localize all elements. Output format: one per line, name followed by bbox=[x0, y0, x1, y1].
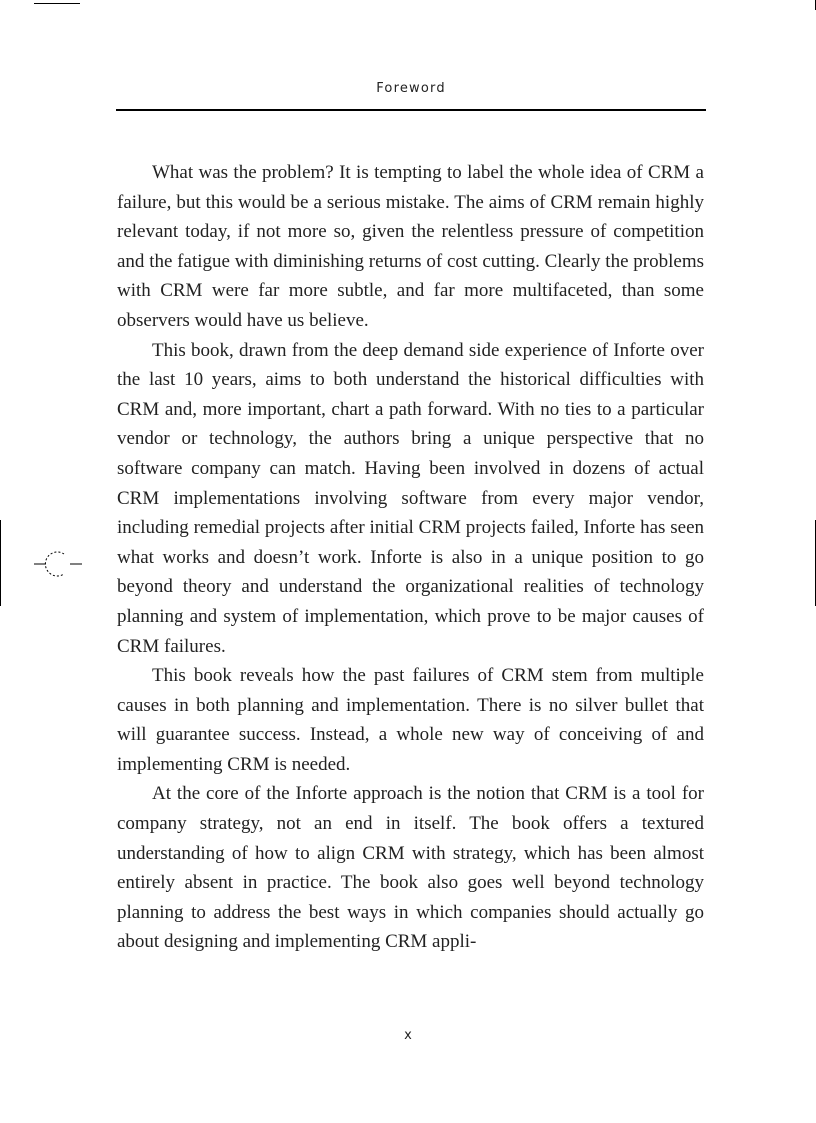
page-number: x bbox=[404, 1028, 412, 1043]
paragraph: What was the problem? It is tempting to label the whole idea of CRM a failure, but this would be a serious mistake. The aims of CRM remain highly relevant today, if not more so, given the relentless pressure of competition and the fatigue with diminishing returns of cost cutting. Clearly the problems with CRM were far more subtle, and far more multifaceted, than some observers would have us believe. bbox=[117, 162, 704, 331]
paragraph: This book, drawn from the deep demand side experience of Inforte over the last 10 years, aims to both understand the historical difficulties with CRM and, more important, chart a path forward. With no ties to a particular vendor or technology, the authors bring a unique perspective that no software company can match. Having been involved in dozens of actual CRM implementations involving software from every major vendor, including remedial projects after initial CRM projects failed, Inforte has seen what works and doesn’t work. Inforte is also in a unique position to go beyond theory and understand the organizational realities of technology planning and system of implementation, which prove to be major causes of CRM failures. bbox=[117, 339, 704, 657]
crop-mark-top-left bbox=[34, 3, 80, 4]
crop-mark-left bbox=[0, 520, 1, 606]
header-rule bbox=[116, 109, 706, 111]
registration-mark-icon bbox=[34, 550, 82, 578]
paragraph: This book reveals how the past failures of CRM stem from multiple causes in both planning and implementation. There is no silver bullet that will guarantee success. Instead, a whole new way of conceiving of and implementing CRM is needed. bbox=[117, 665, 704, 775]
paragraph: At the core of the Inforte approach is the notion that CRM is a tool for company strategy, not an end in itself. The book offers a textured understanding of how to align CRM with strategy, which has been almost entirely absent in practice. The book also goes well beyond technology planning to address the best ways in which companies should actually go about designing and implementing CRM appli- bbox=[117, 783, 704, 953]
running-head: Foreword bbox=[376, 81, 446, 96]
body-text bbox=[117, 158, 704, 957]
